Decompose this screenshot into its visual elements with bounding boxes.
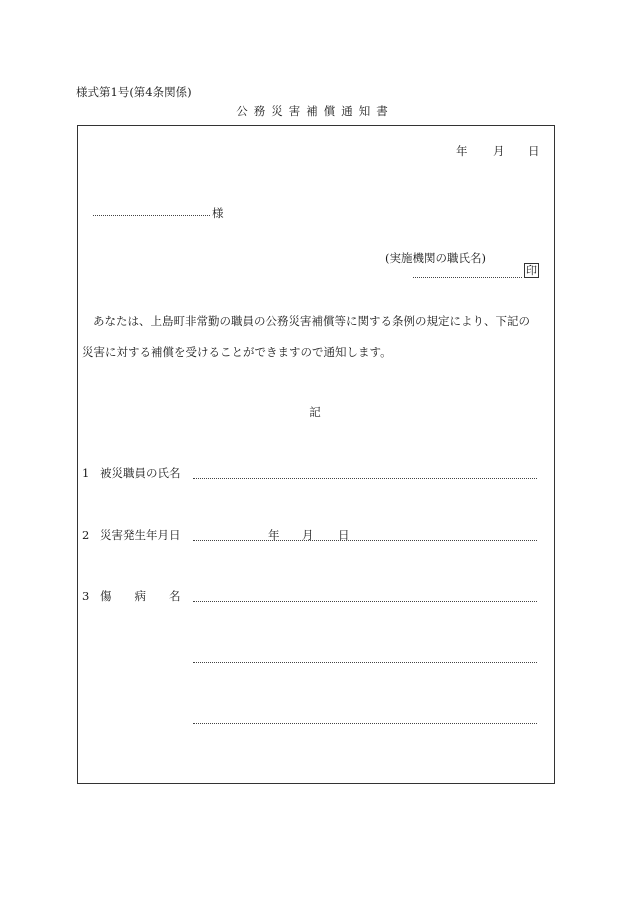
- date-year-label: 年: [456, 144, 468, 158]
- field-2-day-label: 日: [338, 528, 350, 542]
- field-1-text: 被災職員の氏名: [100, 466, 181, 480]
- field-1-input-line[interactable]: [193, 478, 537, 479]
- addressee-honorific: 様: [212, 206, 224, 220]
- field-2-label: [82, 527, 181, 543]
- issuer-label: (実施機関の職氏名): [385, 251, 486, 265]
- ki-heading: 記: [309, 405, 321, 419]
- document-title: 公務災害補償通知書: [236, 104, 394, 118]
- addressee-name-line[interactable]: [93, 215, 210, 216]
- field-2-number: 2: [82, 528, 90, 542]
- field-1-number: 1: [82, 466, 90, 480]
- field-2-text: 災害発生年月日: [100, 528, 181, 542]
- field-3-input-line-1[interactable]: [193, 601, 537, 602]
- field-3-number: 3: [82, 589, 90, 603]
- field-2-input-line[interactable]: [193, 540, 537, 541]
- seal-mark: 印: [526, 264, 537, 277]
- field-3-text: 傷 病 名: [100, 589, 181, 603]
- issuer-name-line[interactable]: [413, 277, 522, 278]
- form-number: 様式第1号(第4条関係): [76, 85, 192, 99]
- field-3-input-line-2[interactable]: [193, 662, 537, 663]
- date-day-label: 日: [528, 144, 540, 158]
- field-1-label: [82, 465, 181, 481]
- body-text-line-1: あなたは、上島町非常勤の職員の公務災害補償等に関する条例の規定により、下記の: [93, 314, 530, 328]
- field-3-label: [82, 588, 181, 604]
- form-frame: [77, 125, 555, 784]
- field-2-month-label: 月: [302, 528, 314, 542]
- body-text-line-2: 災害に対する補償を受けることができますので通知します。: [82, 345, 392, 359]
- field-2-year-label: 年: [268, 528, 280, 542]
- field-3-input-line-3[interactable]: [193, 723, 537, 724]
- date-month-label: 月: [493, 144, 505, 158]
